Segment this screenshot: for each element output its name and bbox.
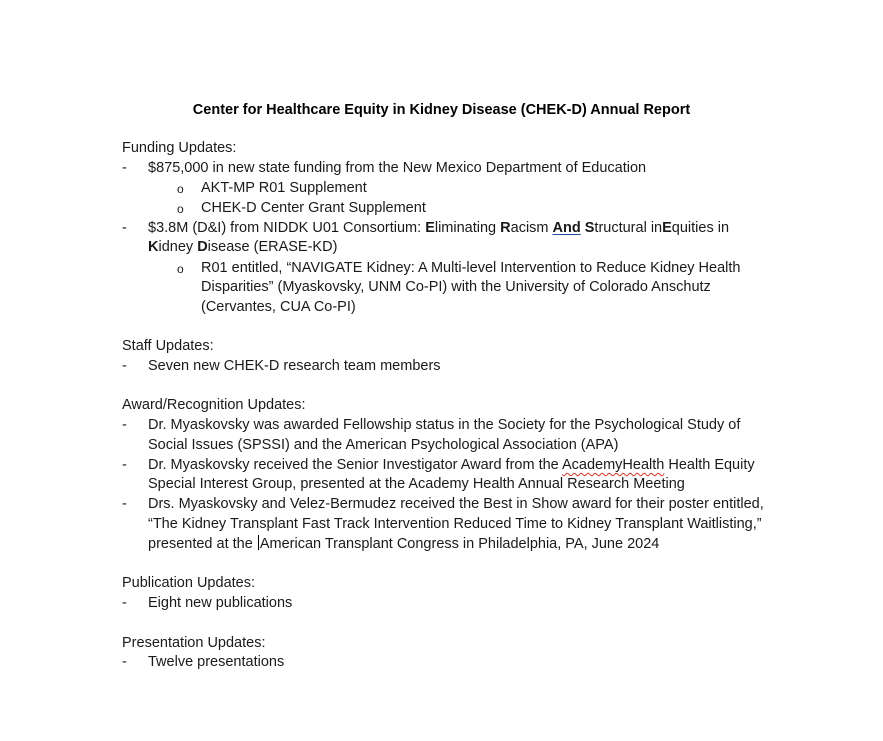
dash-marker: -: [122, 160, 127, 176]
and-emphasis: And: [552, 220, 581, 236]
dash-marker: -: [122, 358, 127, 374]
funding-header: Funding Updates:: [122, 140, 237, 156]
staff-item: Seven new CHEK-D research team members: [148, 358, 441, 374]
publications-item: Eight new publications: [148, 595, 293, 611]
dash-marker: -: [122, 595, 127, 611]
report-title: Center for Healthcare Equity in Kidney Disease (CHEK-D) Annual Report: [192, 102, 691, 118]
spellcheck-flagged-word: AcademyHealth: [561, 457, 665, 473]
dash-marker: -: [122, 654, 127, 670]
award-best-in-show-2: “The Kidney Transplant Fast Track Intervention Reduced Time to Kidney Transplant Waitlisting,”: [148, 516, 762, 532]
funding-sub-akt: AKT-MP R01 Supplement: [201, 180, 367, 196]
funding-sub-navigate-1: R01 entitled, “NAVIGATE Kidney: A Multi-level Intervention to Reduce Kidney Health: [201, 260, 741, 276]
dash-marker: -: [122, 417, 127, 433]
award-best-in-show-1: Drs. Myaskovsky and Velez-Bermudez received the Best in Show award for their poster entitled,: [148, 496, 764, 512]
award-senior-investigator-2: Special Interest Group, presented at the Academy Health Annual Research Meeting: [148, 476, 685, 492]
award-best-in-show-3[interactable]: presented at the American Transplant Congress in Philadelphia, PA, June 2024: [148, 536, 660, 552]
funding-sub-navigate-3: (Cervantes, CUA Co-PI): [201, 299, 356, 315]
funding-sub-chekd: CHEK-D Center Grant Supplement: [201, 200, 426, 216]
dash-marker: -: [122, 496, 127, 512]
publications-header: Publication Updates:: [122, 575, 255, 591]
funding-sub-navigate-2: Disparities” (Myaskovsky, UNM Co-PI) with the University of Colorado Anschutz: [201, 279, 711, 295]
funding-item-niddk-cont: Kidney Disease (ERASE-KD): [148, 239, 338, 255]
presentations-header: Presentation Updates:: [122, 635, 266, 651]
dash-marker: -: [122, 457, 127, 473]
award-fellowship-1: Dr. Myaskovsky was awarded Fellowship status in the Society for the Psychological Study of: [148, 417, 741, 433]
award-fellowship-2: Social Issues (SPSSI) and the American Psychological Association (APA): [148, 437, 619, 453]
award-senior-investigator-1: Dr. Myaskovsky received the Senior Investigator Award from the AcademyHealth Health Equity: [148, 457, 755, 473]
funding-item-niddk: $3.8M (D&I) from NIDDK U01 Consortium: Eliminating Racism And Structural inEquities in: [148, 220, 730, 236]
sub-bullet-marker: o: [177, 182, 184, 196]
staff-header: Staff Updates:: [122, 338, 214, 354]
sub-bullet-marker: o: [177, 262, 184, 276]
awards-header: Award/Recognition Updates:: [122, 397, 306, 413]
sub-bullet-marker: o: [177, 202, 184, 216]
text-cursor: [258, 535, 259, 550]
funding-item-state: $875,000 in new state funding from the New Mexico Department of Education: [148, 160, 647, 176]
dash-marker: -: [122, 220, 127, 236]
presentations-item: Twelve presentations: [148, 654, 285, 670]
